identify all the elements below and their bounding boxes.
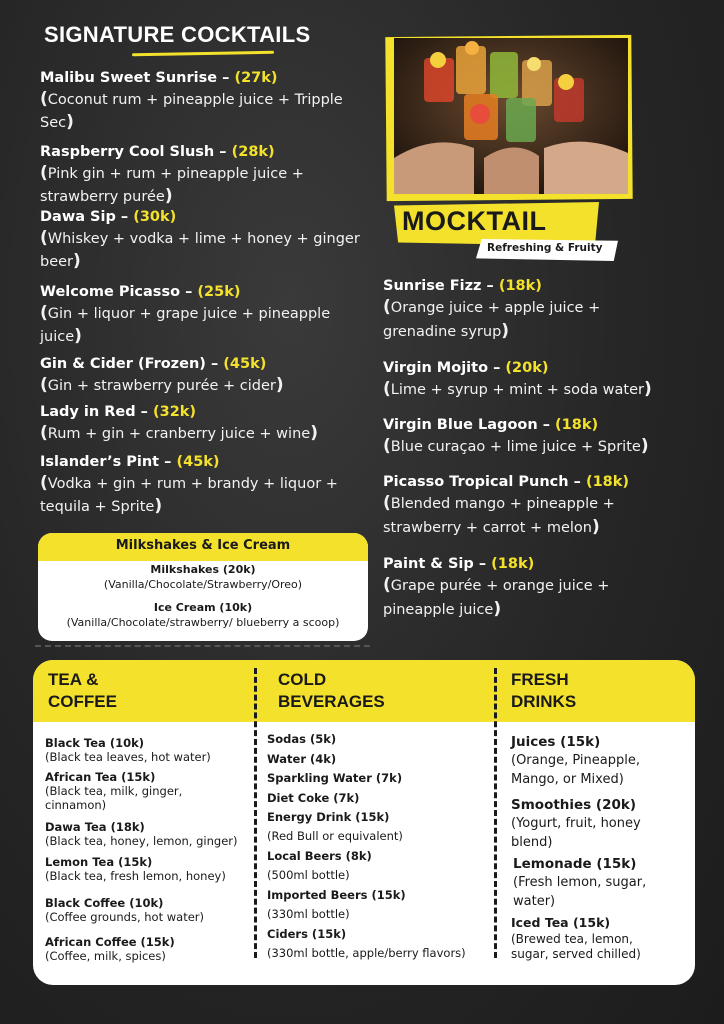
beverage-item: Water (4k)	[267, 752, 337, 766]
cocktail-item: Raspberry Cool Slush – (28k) (Pink gin + rum + pineapple juice + strawberry purée)	[40, 144, 304, 206]
fresh-drink-item: Smoothies (20k) (Yogurt, fruit, honey blend)	[511, 797, 641, 850]
icecream-flavors: (Vanilla/Chocolate/strawberry/ blueberry a scoop)	[66, 616, 340, 629]
beverage-item: Ciders (15k) (330ml bottle, apple/berry flavors)	[267, 927, 466, 960]
beverage-item: Sodas (5k)	[267, 732, 337, 746]
cocktail-item: Welcome Picasso – (25k) (Gin + liquor + grape juice + pineapple juice)	[40, 284, 331, 346]
milkshake-label: Milkshakes (20k)	[150, 563, 256, 576]
tea-item: African Tea (15k) (Black tea, milk, ginger, cinnamon)	[45, 770, 183, 812]
coffee-item: Black Coffee (10k) (Coffee grounds, hot water)	[45, 896, 205, 924]
cold-beverages-title: COLD BEVERAGES	[278, 670, 385, 711]
cocktail-item: Islander’s Pint – (45k) (Vodka + gin + rum + brandy + liquor + tequila + Sprite)	[40, 454, 338, 516]
fresh-drink-item: Iced Tea (15k) (Brewed tea, lemon, sugar, served chilled)	[511, 915, 641, 961]
fresh-drinks-title: FRESH DRINKS	[511, 670, 577, 711]
beverage-item: Energy Drink (15k) (Red Bull or equivalent)	[267, 810, 403, 843]
mocktail-item: Virgin Mojito – (20k) (Lime + syrup + mint + soda water)	[383, 360, 652, 399]
column-separator	[254, 668, 257, 958]
tea-item: Lemon Tea (15k) (Black tea, fresh lemon, honey)	[45, 855, 226, 883]
tea-item: Dawa Tea (18k) (Black tea, honey, lemon, ginger)	[45, 820, 238, 848]
tea-coffee-title: TEA & COFFEE	[48, 670, 117, 711]
beverage-item: Sparkling Water (7k)	[267, 771, 403, 785]
cocktail-item: Malibu Sweet Sunrise – (27k) (Coconut rum + pineapple juice + Tripple Sec)	[40, 70, 343, 132]
mocktail-subtitle: Refreshing & Fruity	[487, 242, 603, 254]
fresh-drink-item: Lemonade (15k) (Fresh lemon, sugar, water)	[513, 856, 647, 909]
cocktail-item: Gin & Cider (Frozen) – (45k) (Gin + strawberry purée + cider)	[40, 356, 284, 395]
cocktail-item: Lady in Red – (32k) (Rum + gin + cranberry juice + wine)	[40, 404, 318, 443]
milkshakes-title: Milkshakes & Ice Cream	[115, 538, 291, 553]
mocktail-item: Virgin Blue Lagoon – (18k) (Blue curaçao + lime juice + Sprite)	[383, 417, 649, 456]
beverage-item: Diet Coke (7k)	[267, 791, 360, 805]
title-underline	[132, 51, 274, 56]
mocktail-title: MOCKTAIL	[402, 206, 547, 236]
signature-cocktails-title: SIGNATURE COCKTAILS	[44, 22, 311, 47]
cocktail-toast-photo	[394, 38, 628, 194]
beverage-item: Local Beers (8k) (500ml bottle)	[267, 849, 372, 882]
icecream-label: Ice Cream (10k)	[153, 601, 253, 614]
fresh-drink-item: Juices (15k) (Orange, Pineapple, Mango, or Mixed)	[511, 734, 640, 787]
column-separator	[494, 668, 497, 958]
dashed-divider	[35, 645, 370, 647]
mocktail-item: Paint & Sip – (18k) (Grape purée + orange juice + pineapple juice)	[383, 556, 610, 619]
cocktail-item: Dawa Sip – (30k) (Whiskey + vodka + lime + honey + ginger beer)	[40, 209, 360, 271]
coffee-item: African Coffee (15k) (Coffee, milk, spices)	[45, 935, 175, 963]
milkshake-flavors: (Vanilla/Chocolate/Strawberry/Oreo)	[103, 578, 303, 591]
beverage-item: Imported Beers (15k) (330ml bottle)	[267, 888, 406, 921]
tea-item: Black Tea (10k) (Black tea leaves, hot water)	[45, 736, 211, 764]
mocktail-item: Sunrise Fizz – (18k) (Orange juice + apple juice + grenadine syrup)	[383, 278, 601, 341]
mocktail-item: Picasso Tropical Punch – (18k) (Blended mango + pineapple + strawberry + carrot + melon)	[383, 474, 630, 537]
